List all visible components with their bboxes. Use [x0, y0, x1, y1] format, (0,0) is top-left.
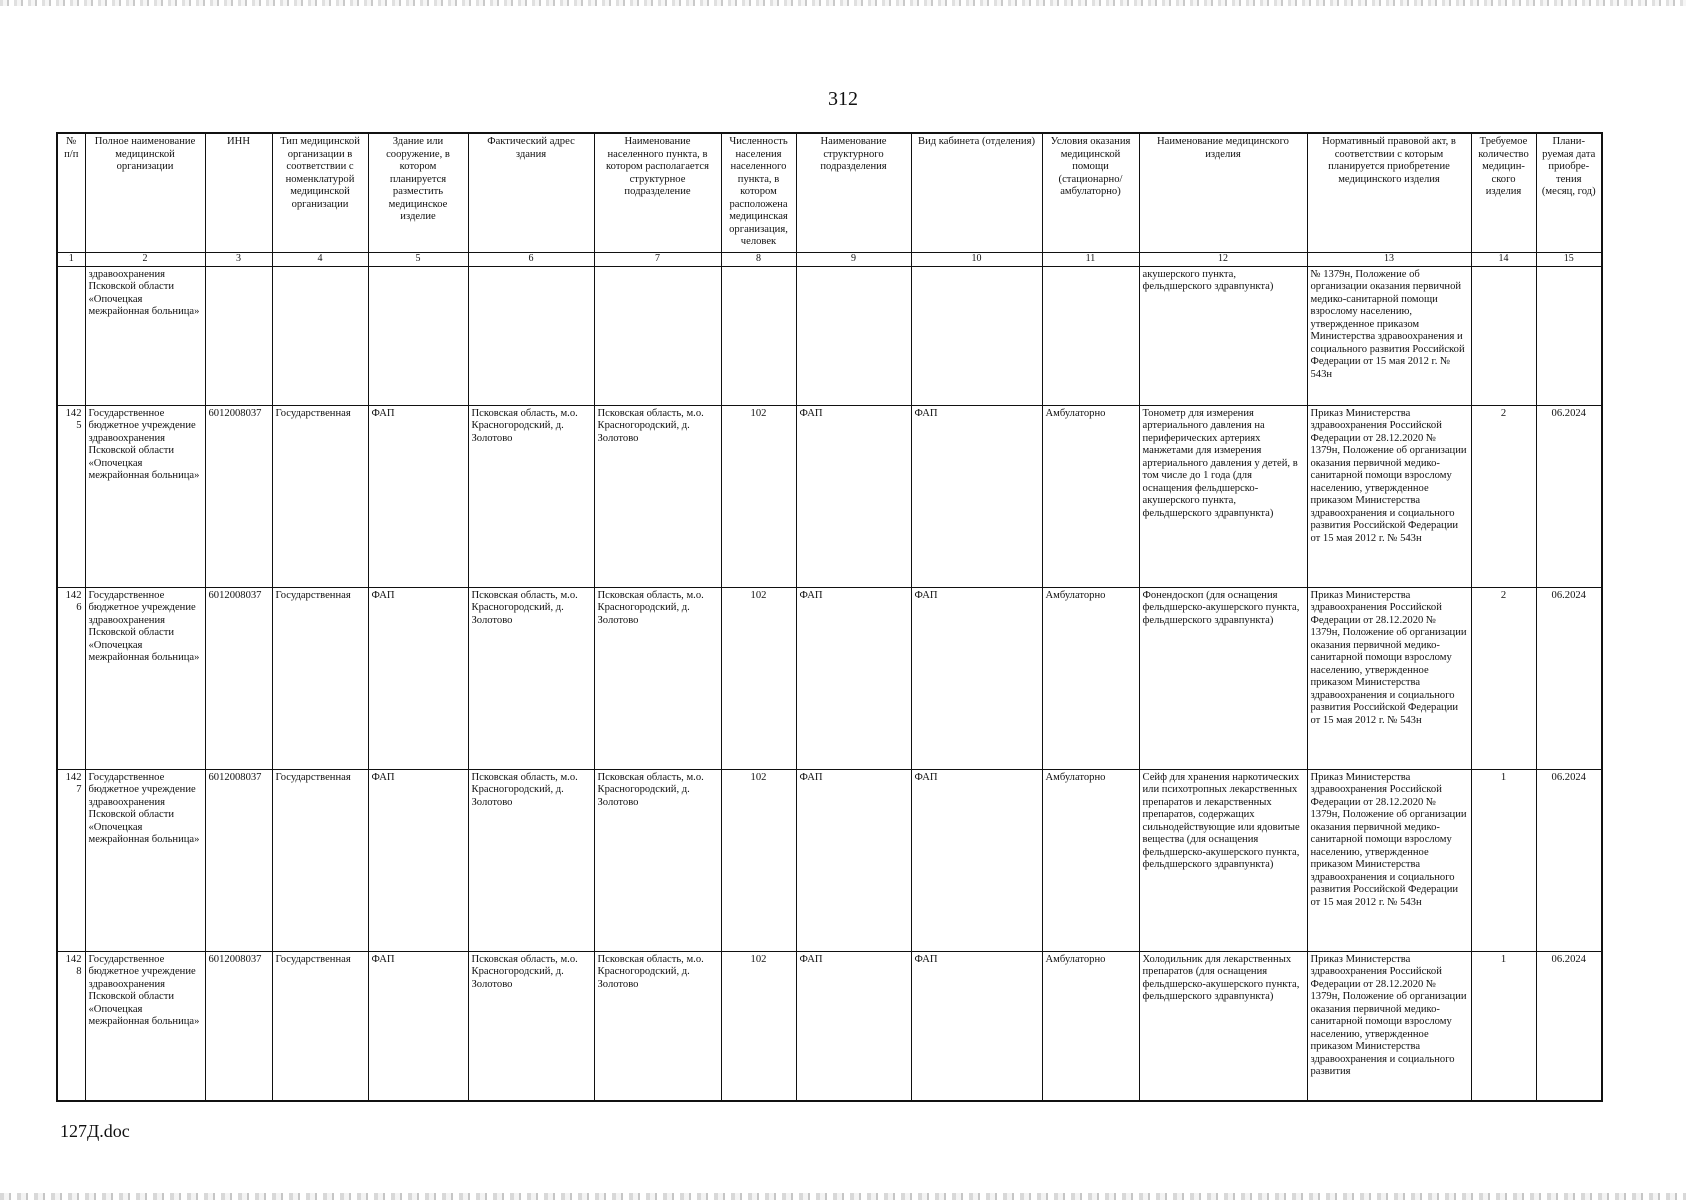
table-row — [57, 769, 1602, 951]
cell-settlement: Псковская область, м.о. Красногородский, д. Золотово — [594, 769, 721, 951]
cell-cabinet: ФАП — [911, 951, 1042, 1101]
cell-settlement — [594, 266, 721, 405]
cell-legal-act: Приказ Министерства здравоохранения Российской Федерации от 28.12.2020 № 1379н, Положение об организации оказания первичной медико-санитарной помощи взрослому населению, утвержденное приказом Министерства здравоохранения и социального развития Российской Федерации от 15 мая 2012 г. № 543н — [1307, 587, 1471, 769]
column-header: Фактический адрес здания — [468, 133, 594, 252]
cell-building: ФАП — [368, 405, 468, 587]
cell-settlement: Псковская область, м.о. Красногородский, д. Золотово — [594, 587, 721, 769]
cell-inn: 6012008037 — [205, 951, 272, 1101]
column-number: 9 — [796, 252, 911, 266]
cell-quantity: 1 — [1471, 769, 1536, 951]
cell-organization: Государственное бюджетное учреждение здравоохранения Псковской области «Опочецкая межрайонная больница» — [85, 405, 205, 587]
column-header: Здание или сооружение, в котором планируется разместить медицинское изделие — [368, 133, 468, 252]
cell-conditions: Амбулаторно — [1042, 587, 1139, 769]
cell-unit: ФАП — [796, 587, 911, 769]
cell-date — [1536, 266, 1602, 405]
cell-legal-act: № 1379н, Положение об организации оказания первичной медико-санитарной помощи взрослому населению, утвержденное приказом Министерства здравоохранения и социального развития Российской Федерации от 15 мая 2012 г. № 543н — [1307, 266, 1471, 405]
column-header: Полное наименование медицинской организации — [85, 133, 205, 252]
table-row — [57, 587, 1602, 769]
cell-population: 102 — [721, 951, 796, 1101]
column-header: Требуемое количество медицин-ского изделия — [1471, 133, 1536, 252]
column-header: Условия оказания медицинской помощи (стационарно/ амбулаторно) — [1042, 133, 1139, 252]
column-number-row — [57, 252, 1602, 266]
column-header: Тип медицинской организации в соответствии с номенклатурой медицинской организации — [272, 133, 368, 252]
cell-conditions — [1042, 266, 1139, 405]
cell-cabinet: ФАП — [911, 587, 1042, 769]
cell-settlement: Псковская область, м.о. Красногородский, д. Золотово — [594, 405, 721, 587]
scan-edge-top — [0, 0, 1686, 6]
cell-no: 1428 — [57, 951, 85, 1101]
cell-population: 102 — [721, 587, 796, 769]
cell-date: 06.2024 — [1536, 405, 1602, 587]
cell-conditions: Амбулаторно — [1042, 951, 1139, 1101]
cell-building: ФАП — [368, 587, 468, 769]
cell-inn: 6012008037 — [205, 587, 272, 769]
cell-legal-act: Приказ Министерства здравоохранения Российской Федерации от 28.12.2020 № 1379н, Положение об организации оказания первичной медико-санитарной помощи взрослому населению, утвержденное приказом Министерства здравоохранения и социального развития — [1307, 951, 1471, 1101]
cell-type: Государственная — [272, 405, 368, 587]
column-number: 7 — [594, 252, 721, 266]
cell-address: Псковская область, м.о. Красногородский, д. Золотово — [468, 951, 594, 1101]
column-header: Вид кабинета (отделения) — [911, 133, 1042, 252]
cell-population: 102 — [721, 405, 796, 587]
table-row-continuation — [57, 266, 1602, 405]
cell-inn — [205, 266, 272, 405]
column-number: 12 — [1139, 252, 1307, 266]
cell-address: Псковская область, м.о. Красногородский, д. Золотово — [468, 405, 594, 587]
cell-population — [721, 266, 796, 405]
cell-organization: здравоохранения Псковской области «Опочецкая межрайонная больница» — [85, 266, 205, 405]
cell-no: 1426 — [57, 587, 85, 769]
column-number: 11 — [1042, 252, 1139, 266]
cell-device: Холодильник для лекарственных препаратов (для оснащения фельдшерско-акушерского пункта, фельдшерского здравпункта) — [1139, 951, 1307, 1101]
cell-no: 1425 — [57, 405, 85, 587]
column-header: Плани-руемая дата приобре-тения (месяц, год) — [1536, 133, 1602, 252]
cell-address: Псковская область, м.о. Красногородский, д. Золотово — [468, 769, 594, 951]
cell-cabinet: ФАП — [911, 405, 1042, 587]
cell-type — [272, 266, 368, 405]
cell-cabinet — [911, 266, 1042, 405]
cell-building: ФАП — [368, 769, 468, 951]
cell-organization: Государственное бюджетное учреждение здравоохранения Псковской области «Опочецкая межрайонная больница» — [85, 587, 205, 769]
cell-unit: ФАП — [796, 769, 911, 951]
column-number: 4 — [272, 252, 368, 266]
cell-date: 06.2024 — [1536, 951, 1602, 1101]
cell-address: Псковская область, м.о. Красногородский, д. Золотово — [468, 587, 594, 769]
column-header: Наименование населенного пункта, в котором располагается структурное подразделение — [594, 133, 721, 252]
cell-device: Сейф для хранения наркотических или психотропных лекарственных препаратов и лекарственных препаратов, содержащих сильнодействующие или ядовитые вещества (для оснащения фельдшерско-акушерского пункта, фельдшерского здравпункта) — [1139, 769, 1307, 951]
column-number: 3 — [205, 252, 272, 266]
cell-date: 06.2024 — [1536, 769, 1602, 951]
page-number: 312 — [828, 88, 858, 110]
cell-unit: ФАП — [796, 405, 911, 587]
table-row — [57, 951, 1602, 1101]
cell-legal-act: Приказ Министерства здравоохранения Российской Федерации от 28.12.2020 № 1379н, Положение об организации оказания первичной медико-санитарной помощи взрослому населению, утвержденное приказом Министерства здравоохранения и социального развития Российской Федерации от 15 мая 2012 г. № 543н — [1307, 405, 1471, 587]
cell-type: Государственная — [272, 587, 368, 769]
cell-population: 102 — [721, 769, 796, 951]
column-number: 10 — [911, 252, 1042, 266]
footer-filename: 127Д.doc — [60, 1121, 130, 1141]
cell-unit: ФАП — [796, 951, 911, 1101]
column-number: 6 — [468, 252, 594, 266]
cell-quantity — [1471, 266, 1536, 405]
cell-legal-act: Приказ Министерства здравоохранения Российской Федерации от 28.12.2020 № 1379н, Положение об организации оказания первичной медико-санитарной помощи взрослому населению, утвержденное приказом Министерства здравоохранения и социального развития Российской Федерации от 15 мая 2012 г. № 543н — [1307, 769, 1471, 951]
cell-conditions: Амбулаторно — [1042, 405, 1139, 587]
cell-unit — [796, 266, 911, 405]
column-header: Нормативный правовой акт, в соответствии с которым планируется приобретение медицинского изделия — [1307, 133, 1471, 252]
cell-inn: 6012008037 — [205, 769, 272, 951]
equipment-register-table — [56, 132, 1603, 1102]
column-number: 14 — [1471, 252, 1536, 266]
column-header: № п/п — [57, 133, 85, 252]
column-number: 15 — [1536, 252, 1602, 266]
cell-type: Государственная — [272, 769, 368, 951]
cell-device: акушерского пункта, фельдшерского здравпункта) — [1139, 266, 1307, 405]
cell-quantity: 2 — [1471, 587, 1536, 769]
column-header: Наименование медицинского изделия — [1139, 133, 1307, 252]
cell-settlement: Псковская область, м.о. Красногородский, д. Золотово — [594, 951, 721, 1101]
table-header-row — [57, 133, 1602, 252]
cell-no: 1427 — [57, 769, 85, 951]
column-number: 13 — [1307, 252, 1471, 266]
column-header: Наименование структурного подразделения — [796, 133, 911, 252]
cell-conditions: Амбулаторно — [1042, 769, 1139, 951]
cell-type: Государственная — [272, 951, 368, 1101]
cell-organization: Государственное бюджетное учреждение здравоохранения Псковской области «Опочецкая межрайонная больница» — [85, 951, 205, 1101]
cell-building — [368, 266, 468, 405]
cell-address — [468, 266, 594, 405]
cell-quantity: 2 — [1471, 405, 1536, 587]
column-number: 8 — [721, 252, 796, 266]
cell-inn: 6012008037 — [205, 405, 272, 587]
column-header: ИНН — [205, 133, 272, 252]
cell-building: ФАП — [368, 951, 468, 1101]
cell-date: 06.2024 — [1536, 587, 1602, 769]
cell-cabinet: ФАП — [911, 769, 1042, 951]
scan-edge-bottom — [0, 1193, 1686, 1200]
cell-quantity: 1 — [1471, 951, 1536, 1101]
column-number: 1 — [57, 252, 85, 266]
table-row — [57, 405, 1602, 587]
cell-device: Тонометр для измерения артериального давления на периферических артериях манжетами для измерения артериального давления у детей, в том числе до 1 года (для оснащения фельдшерско-акушерского пункта, фельдшерского здравпункта) — [1139, 405, 1307, 587]
column-number: 2 — [85, 252, 205, 266]
column-header: Численность населения населенного пункта, в котором расположена медицинская организация, человек — [721, 133, 796, 252]
cell-organization: Государственное бюджетное учреждение здравоохранения Псковской области «Опочецкая межрайонная больница» — [85, 769, 205, 951]
cell-device: Фонендоскоп (для оснащения фельдшерско-акушерского пункта, фельдшерского здравпункта) — [1139, 587, 1307, 769]
column-number: 5 — [368, 252, 468, 266]
cell-no — [57, 266, 85, 405]
